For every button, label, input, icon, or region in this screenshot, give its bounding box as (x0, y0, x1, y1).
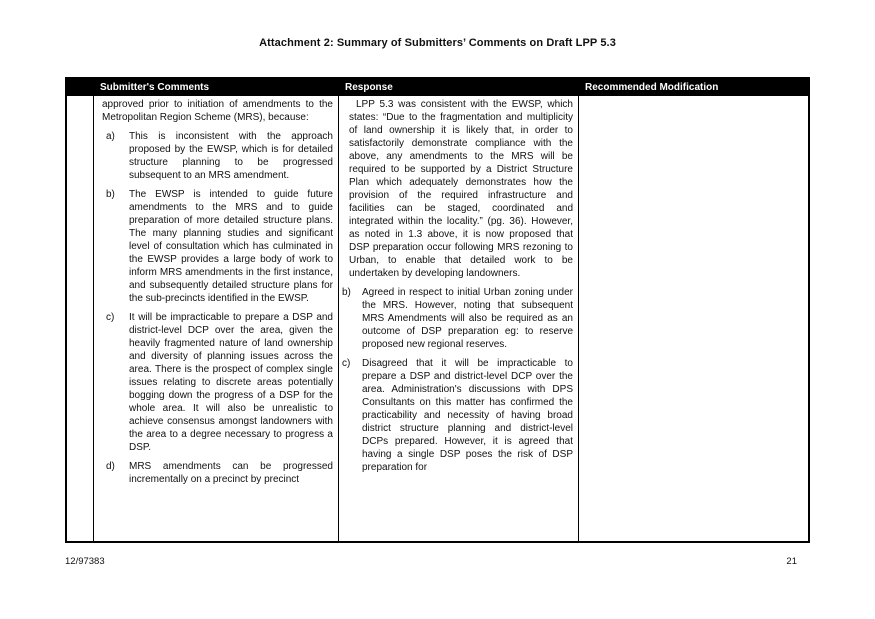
response-intro-paragraph: LPP 5.3 was consistent with the EWSP, which states: “Due to the fragmentation and multiplicity of land ownership it is likely that, in order to satisfactorily demonstrate compliance with the above, any amendments to the MRS will be required to be supported by a District Structure Plan which adequately demonstrates how the provision of the required infrastructure and facilities can be staged, coordinated and integrated within the locality.” (pg. 36). However, as noted in 1.3 above, it is now proposed that DSP preparation occur following MRS rezoning to Urban, to enable that detailed work to be undertaken by developing landowners. (349, 99, 573, 279)
list-item-text: This is inconsistent with the approach proposed by the EWSP, which is for detailed structure planning to be progressed subsequent to an MRS amendment. (129, 131, 333, 181)
list-item-text: It will be impracticable to prepare a DSP and district-level DCP over the area, given the heavily fragmented nature of land ownership and diversity of planning issues across the area. There is the prospect of complex single issues relating to discrete areas potentially bogging down the progress of a DSP for the whole area. It will also be unrealistic to achieve consensus amongst landowners with the area to a degree necessary to progress a DSP. (129, 312, 333, 453)
list-marker: b) (342, 287, 351, 298)
page-title: Attachment 2: Summary of Submitters’ Comments on Draft LPP 5.3 (259, 37, 616, 49)
submitter-list-item-d (106, 460, 333, 486)
cell-response (339, 96, 579, 541)
cell-recommended-modification (579, 96, 808, 541)
list-item-text: Disagreed that it will be impracticable to prepare a DSP and district-level DCP over the area. Administration's discussions with DPS Consultants on this matter has confirmed the practicability and necessity of having broad district structure planning and district-level DCPs prepared. However, it is agreed that having a single DSP poses the risk of DSP preparation for (362, 358, 573, 473)
footer-doc-number: 12/97383 (65, 556, 105, 567)
footer-page-number: 21 (786, 556, 797, 567)
cell-submitters-comments (94, 96, 339, 541)
submitter-intro-paragraph: approved prior to initiation of amendments to the Metropolitan Region Scheme (MRS), because: (102, 99, 333, 123)
header-cell-recommended-modification: Recommended Modification (585, 82, 719, 93)
response-list-item-c (342, 357, 573, 474)
list-marker: c) (342, 358, 351, 369)
page-footer (65, 556, 797, 567)
submitter-list-item-c (106, 311, 333, 454)
comments-table (65, 77, 810, 543)
list-marker: d) (106, 461, 115, 472)
list-item-text: MRS amendments can be progressed incrementally on a precinct by precinct (129, 461, 333, 485)
list-marker: b) (106, 189, 115, 200)
list-marker: c) (106, 312, 115, 323)
table-body-row (67, 96, 808, 541)
submitter-list-item-a (106, 130, 333, 182)
header-cell-submitters-comments: Submitter's Comments (100, 82, 210, 93)
list-item-text: The EWSP is intended to guide future amendments to the MRS and to guide preparation of more detailed structure plans. The many planning studies and significant level of consultation which has culminated in the EWSP provides a large body of work to inform MRS amendments in the first instance, and subsequently detailed structure plans for the sub-precincts identified in the EWSP. (129, 189, 333, 304)
response-list-item-b (342, 286, 573, 351)
cell-row-number (67, 96, 94, 541)
header-cell-response: Response (345, 82, 393, 93)
list-marker: a) (106, 131, 115, 142)
submitter-list-item-b (106, 188, 333, 305)
table-header-row (67, 79, 808, 96)
list-item-text: Agreed in respect to initial Urban zoning under the MRS. However, noting that subsequent MRS Amendments will also be required as an outcome of DSP preparation eg: to reserve proposed new regional reserves. (362, 287, 573, 350)
